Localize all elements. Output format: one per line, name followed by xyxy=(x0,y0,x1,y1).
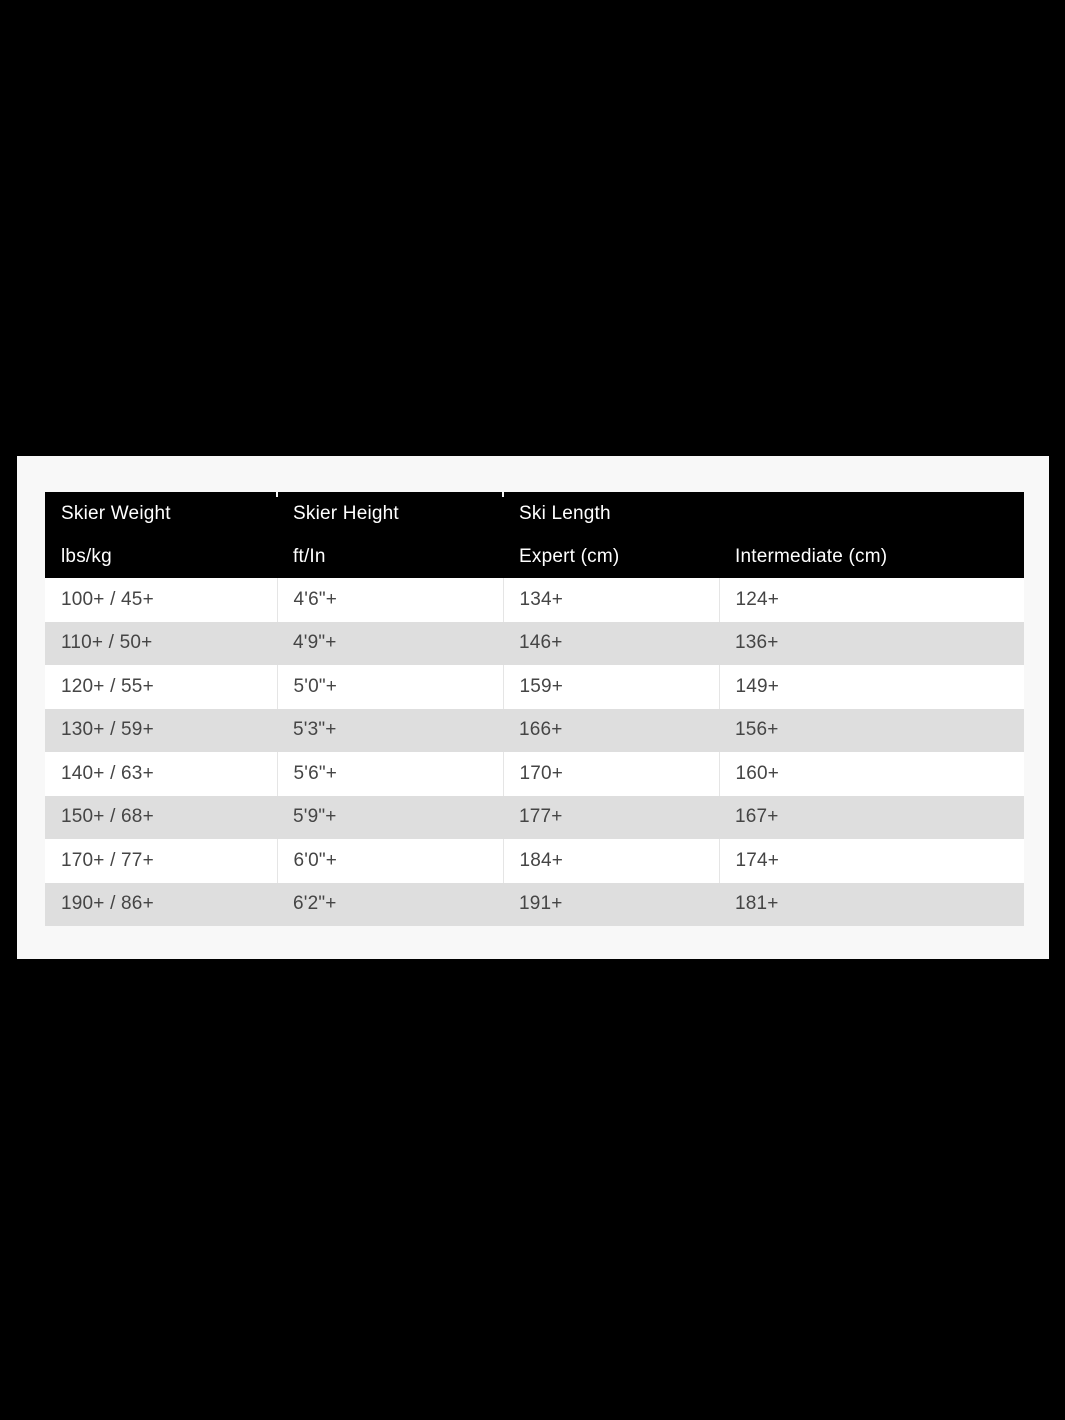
cell-height: 4'6"+ xyxy=(277,578,503,622)
cell-intermediate: 156+ xyxy=(735,719,779,741)
header-col-ft-in: ft/In xyxy=(277,535,503,578)
cell-expert: 177+ xyxy=(519,806,563,828)
cell-height: 5'0"+ xyxy=(277,665,503,709)
cell-height: 5'6"+ xyxy=(277,752,503,796)
cell-weight: 170+ / 77+ xyxy=(61,849,154,871)
cell-intermediate: 136+ xyxy=(735,632,779,654)
cell-expert: 134+ xyxy=(503,578,719,622)
header-col-expert-cm: Expert (cm) xyxy=(503,535,719,578)
cell-expert: 191+ xyxy=(519,893,563,915)
table-row xyxy=(45,578,1024,622)
size-chart-card xyxy=(17,456,1049,959)
table-row xyxy=(45,883,1024,927)
cell-weight: 130+ / 59+ xyxy=(61,719,154,741)
header-sub-row xyxy=(45,535,1024,578)
cell-weight: 150+ / 68+ xyxy=(61,806,154,828)
cell-intermediate: 124+ xyxy=(719,578,1024,622)
table-body xyxy=(45,578,1024,926)
cell-intermediate: 181+ xyxy=(735,893,779,915)
header-col-intermediate-cm: Intermediate (cm) xyxy=(719,535,1024,578)
cell-intermediate: 149+ xyxy=(719,665,1024,709)
header-group-ski-length: Ski Length xyxy=(503,492,1024,535)
cell-weight: 110+ / 50+ xyxy=(61,632,153,654)
cell-height: 6'0"+ xyxy=(277,839,503,883)
cell-expert: 146+ xyxy=(519,632,563,654)
table-row xyxy=(45,622,1024,666)
table-row xyxy=(45,796,1024,840)
table-header xyxy=(45,492,1024,578)
header-group-skier-height: Skier Height xyxy=(277,492,503,535)
cell-weight: 140+ / 63+ xyxy=(61,762,154,784)
cell-weight: 190+ / 86+ xyxy=(61,893,154,915)
cell-height: 5'3"+ xyxy=(293,719,337,741)
header-group-row xyxy=(45,492,1024,535)
table-row xyxy=(45,709,1024,753)
cell-weight: 100+ / 45+ xyxy=(61,588,154,610)
table-row xyxy=(45,839,1024,883)
cell-intermediate: 174+ xyxy=(719,839,1024,883)
cell-height: 6'2"+ xyxy=(293,893,337,915)
header-col-lbs-kg: lbs/kg xyxy=(45,535,277,578)
table-row xyxy=(45,665,1024,709)
cell-weight: 120+ / 55+ xyxy=(61,675,154,697)
ski-size-chart-table xyxy=(45,492,1024,926)
cell-intermediate: 160+ xyxy=(719,752,1024,796)
cell-intermediate: 167+ xyxy=(735,806,779,828)
cell-height: 5'9"+ xyxy=(293,806,337,828)
cell-expert: 170+ xyxy=(503,752,719,796)
cell-expert: 184+ xyxy=(503,839,719,883)
table-row xyxy=(45,752,1024,796)
cell-expert: 166+ xyxy=(519,719,563,741)
cell-height: 4'9"+ xyxy=(293,632,337,654)
header-group-skier-weight: Skier Weight xyxy=(45,492,277,535)
cell-expert: 159+ xyxy=(503,665,719,709)
